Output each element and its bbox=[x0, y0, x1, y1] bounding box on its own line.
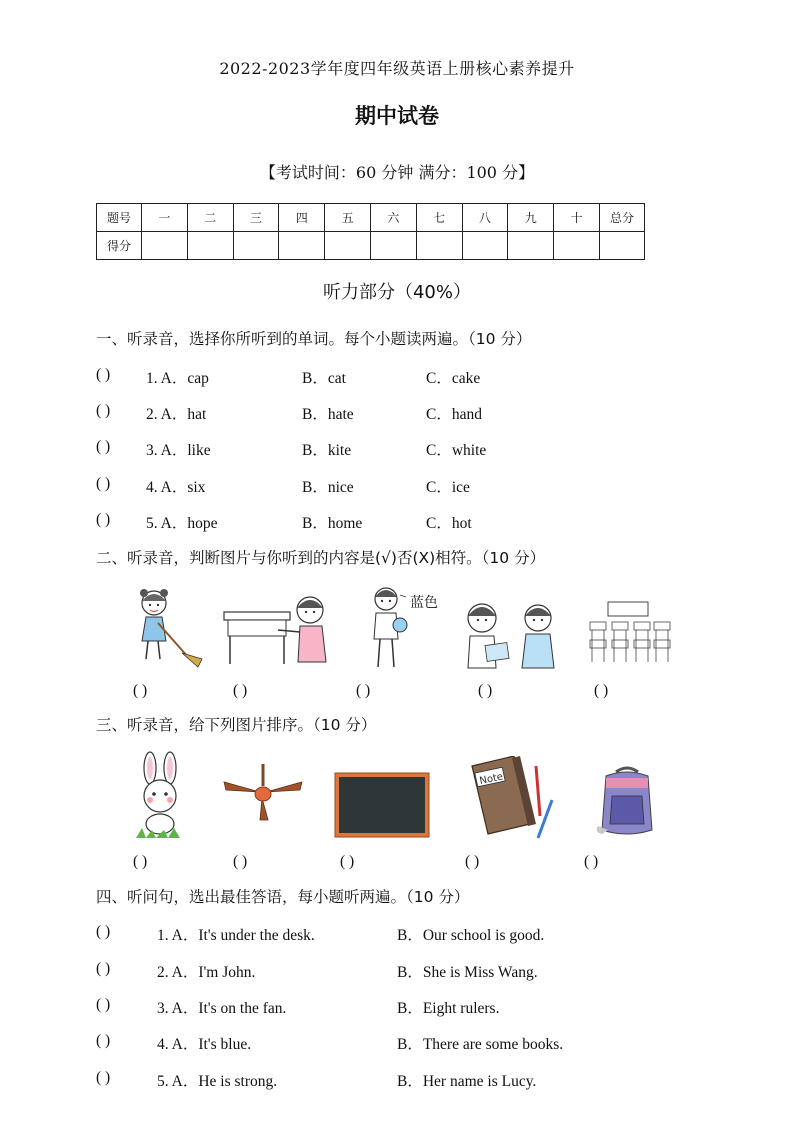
score-cell: 十 bbox=[554, 204, 600, 232]
score-cell: 一 bbox=[142, 204, 188, 232]
section1-question bbox=[96, 475, 716, 499]
score-input-cell[interactable] bbox=[416, 232, 462, 260]
answer-paren[interactable]: ( ) bbox=[96, 923, 111, 940]
answer-paren[interactable]: ( ) bbox=[96, 960, 111, 977]
answer-paren[interactable]: ( ) bbox=[356, 682, 371, 699]
option-b: B．Her name is Lucy. bbox=[397, 1073, 537, 1090]
section1-question bbox=[96, 402, 716, 426]
option-b: B．She is Miss Wang. bbox=[397, 964, 538, 981]
answer-paren[interactable]: ( ) bbox=[96, 438, 111, 455]
answer-paren[interactable]: ( ) bbox=[96, 1069, 111, 1086]
answer-paren[interactable]: ( ) bbox=[233, 853, 248, 870]
children-sharing-picture bbox=[460, 598, 560, 670]
score-input-cell[interactable] bbox=[462, 232, 508, 260]
score-input-cell[interactable] bbox=[187, 232, 233, 260]
score-input-cell[interactable] bbox=[233, 232, 279, 260]
section1-question bbox=[96, 366, 716, 390]
rabbit-picture bbox=[128, 750, 198, 840]
score-cell: 四 bbox=[279, 204, 325, 232]
notebook-picture bbox=[466, 756, 558, 840]
score-cell: 九 bbox=[508, 204, 554, 232]
answer-paren[interactable]: ( ) bbox=[133, 682, 148, 699]
option-b: B．nice bbox=[302, 479, 354, 496]
desk-girl-picture bbox=[222, 590, 340, 670]
classroom-picture bbox=[588, 600, 672, 666]
option-b: B．There are some books. bbox=[397, 1036, 564, 1053]
score-input-cell[interactable] bbox=[599, 232, 644, 260]
option-b: B．hate bbox=[302, 406, 354, 423]
option-c: C．hand bbox=[426, 406, 482, 423]
option-a: 1. A．cap bbox=[146, 370, 209, 387]
option-b: B．home bbox=[302, 515, 363, 532]
answer-paren[interactable]: ( ) bbox=[594, 682, 609, 699]
answer-paren[interactable]: ( ) bbox=[96, 996, 111, 1013]
color-label: 蓝色 bbox=[410, 595, 438, 611]
section1-question bbox=[96, 511, 716, 535]
section2-title: 二、听录音，判断图片与你听到的内容是(√)否(X)相符。（10 分） bbox=[96, 549, 546, 567]
answer-paren[interactable]: ( ) bbox=[233, 682, 248, 699]
option-c: C．ice bbox=[426, 479, 470, 496]
score-input-cell[interactable] bbox=[325, 232, 371, 260]
option-a: 4. A．It's blue. bbox=[157, 1036, 252, 1053]
score-cell: 六 bbox=[370, 204, 416, 232]
answer-paren[interactable]: ( ) bbox=[465, 853, 480, 870]
answer-paren[interactable]: ( ) bbox=[96, 366, 111, 383]
score-cell: 题号 bbox=[97, 204, 142, 232]
answer-paren[interactable]: ( ) bbox=[133, 853, 148, 870]
girl-sweeping-picture bbox=[128, 583, 208, 669]
option-a: 2. A．hat bbox=[146, 406, 207, 423]
score-table-score-row bbox=[97, 232, 645, 260]
score-input-cell[interactable] bbox=[554, 232, 600, 260]
answer-paren[interactable]: ( ) bbox=[96, 1032, 111, 1049]
section4-question bbox=[96, 960, 716, 984]
answer-paren[interactable]: ( ) bbox=[96, 402, 111, 419]
option-c: C．white bbox=[426, 442, 487, 459]
option-b: B．kite bbox=[302, 442, 352, 459]
score-cell: 七 bbox=[416, 204, 462, 232]
answer-paren[interactable]: ( ) bbox=[478, 682, 493, 699]
option-b: B．Our school is good. bbox=[397, 927, 545, 944]
score-row-label: 得分 bbox=[97, 232, 142, 260]
option-a: 5. A．He is strong. bbox=[157, 1073, 278, 1090]
score-cell: 五 bbox=[325, 204, 371, 232]
section4-question bbox=[96, 1032, 716, 1056]
score-table-header-row bbox=[97, 204, 645, 232]
option-a: 5. A．hope bbox=[146, 515, 218, 532]
answer-paren[interactable]: ( ) bbox=[96, 511, 111, 528]
exam-title: 期中试卷 bbox=[355, 104, 439, 128]
ceiling-fan-picture bbox=[222, 764, 304, 822]
blackboard-picture bbox=[334, 772, 430, 838]
section1-title: 一、听录音，选择你所听到的单词。每个小题读两遍。（10 分） bbox=[96, 330, 532, 348]
answer-paren[interactable]: ( ) bbox=[584, 853, 599, 870]
section4-question bbox=[96, 996, 716, 1020]
note-label: Note bbox=[478, 771, 505, 788]
score-cell: 总分 bbox=[599, 204, 644, 232]
option-c: C．cake bbox=[426, 370, 481, 387]
option-c: C．hot bbox=[426, 515, 472, 532]
backpack-picture bbox=[590, 766, 664, 838]
score-input-cell[interactable] bbox=[279, 232, 325, 260]
exam-header: 2022-2023学年度四年级英语上册核心素养提升 bbox=[219, 59, 575, 78]
section4-title: 四、听问句，选出最佳答语，每小题听两遍。（10 分） bbox=[96, 888, 470, 906]
option-a: 2. A．I'm John. bbox=[157, 964, 256, 981]
listening-part-title: 听力部分（40%） bbox=[322, 282, 471, 303]
score-cell: 三 bbox=[233, 204, 279, 232]
option-b: B．Eight rulers. bbox=[397, 1000, 500, 1017]
score-cell: 八 bbox=[462, 204, 508, 232]
score-input-cell[interactable] bbox=[142, 232, 188, 260]
section1-question bbox=[96, 438, 716, 462]
score-input-cell[interactable] bbox=[370, 232, 416, 260]
option-a: 4. A．six bbox=[146, 479, 206, 496]
section3-title: 三、听录音，给下列图片排序。（10 分） bbox=[96, 716, 377, 734]
score-table bbox=[96, 203, 645, 260]
option-a: 3. A．It's on the fan. bbox=[157, 1000, 287, 1017]
score-cell: 二 bbox=[187, 204, 233, 232]
exam-info: 【考试时间：60 分钟 满分：100 分】 bbox=[259, 163, 535, 182]
option-a: 1. A．It's under the desk. bbox=[157, 927, 315, 944]
score-input-cell[interactable] bbox=[508, 232, 554, 260]
answer-paren[interactable]: ( ) bbox=[340, 853, 355, 870]
section4-question bbox=[96, 1069, 716, 1093]
answer-paren[interactable]: ( ) bbox=[96, 475, 111, 492]
option-b: B．cat bbox=[302, 370, 346, 387]
option-a: 3. A．like bbox=[146, 442, 211, 459]
section4-question bbox=[96, 923, 716, 947]
